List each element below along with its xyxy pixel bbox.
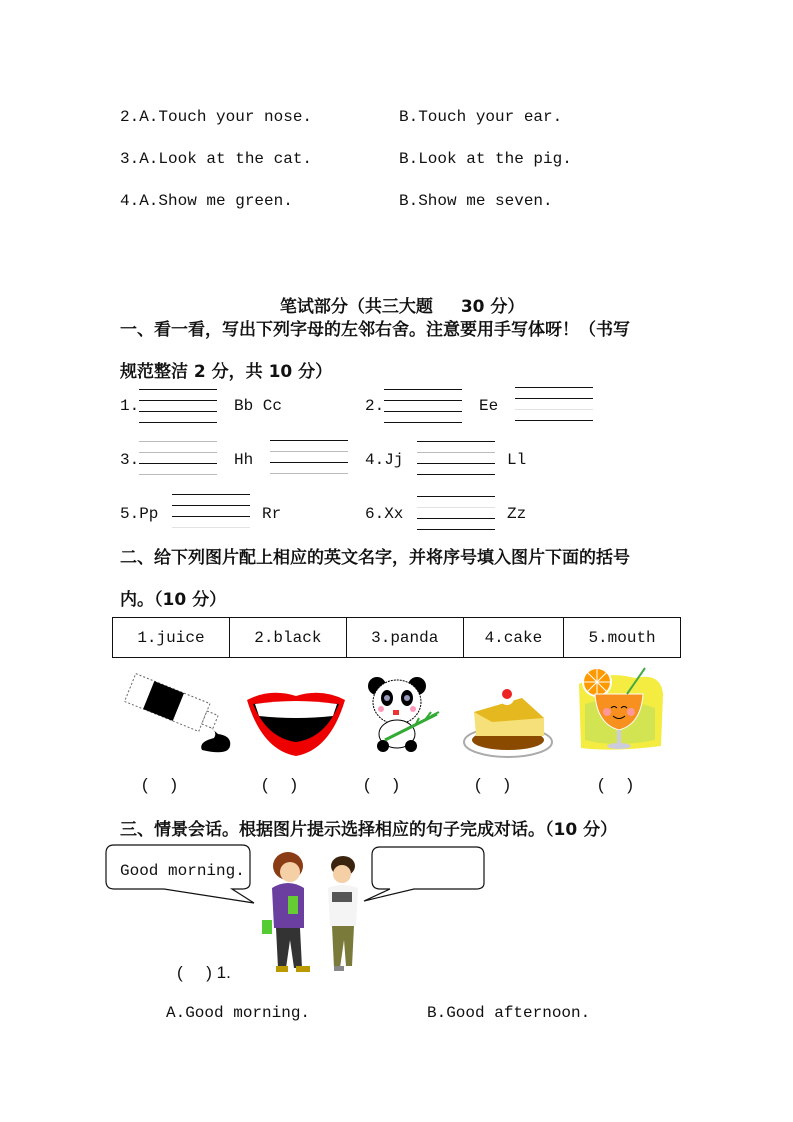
option-4b: B.Show me seven. [399, 192, 553, 210]
option-2b: B.Touch your ear. [399, 108, 563, 126]
writing-grid-1[interactable] [139, 389, 217, 423]
word-panda: 3.panda [346, 618, 463, 658]
section-title [268, 272, 524, 317]
writing-grid-2b[interactable] [515, 387, 593, 421]
item-4-num: 4.Jj [365, 451, 404, 469]
cake-icon [462, 684, 554, 760]
item-5-given2: Rr [262, 505, 282, 523]
writing-grid-3[interactable] [139, 441, 217, 475]
part3-instruction: 三、情景会话。根据图片提示选择相应的句子完成对话。（10 分） [120, 820, 618, 840]
bubble-left-text: Good morning. [120, 862, 245, 880]
writing-grid-6[interactable] [417, 496, 495, 530]
black-paint-tube-icon [118, 672, 233, 754]
word-mouth: 5.mouth [564, 618, 681, 658]
speech-bubble-right[interactable] [360, 845, 486, 905]
two-boys-icon [258, 848, 370, 976]
part1-instruction-line2: 规范整洁 2 分，共 10 分） [120, 362, 333, 382]
option-3b: B.Look at the pig. [399, 150, 572, 168]
option-a: A.Good morning. [166, 1004, 311, 1022]
writing-grid-4[interactable] [417, 441, 495, 475]
item-1-given: Bb Cc [234, 397, 283, 415]
part2-instruction-line1: 二、给下列图片配上相应的英文名字，并将序号填入图片下面的括号 [120, 548, 630, 568]
item-6-num: 6.Xx [365, 505, 404, 523]
item-6-given2: Zz [507, 505, 527, 523]
item-1-num: 1. [120, 397, 140, 415]
answer-blank-5[interactable]: ( ) [598, 775, 633, 794]
part2-instruction-line2: 内。（10 分） [120, 590, 227, 610]
answer-blank-4[interactable]: ( ) [475, 775, 510, 794]
writing-grid-2[interactable] [384, 389, 462, 423]
item-3-num: 3. [120, 451, 140, 469]
item-3-given: Hh [234, 451, 254, 469]
item-2-given: Ee [479, 397, 499, 415]
item-4-given2: Ll [507, 451, 527, 469]
section-score: 30 分） [460, 297, 525, 317]
answer-blank-1[interactable]: ( ) [142, 775, 177, 794]
word-cake: 4.cake [463, 618, 563, 658]
answer-blank-3[interactable]: ( ) [364, 775, 399, 794]
writing-grid-5[interactable] [172, 494, 250, 528]
red-mouth-icon [245, 690, 347, 760]
word-juice: 1.juice [113, 618, 230, 658]
juice-glass-icon [575, 664, 665, 754]
option-b: B.Good afternoon. [427, 1004, 591, 1022]
option-4a: 4.A.Show me green. [120, 192, 293, 210]
part1-instruction-line1: 一、看一看，写出下列字母的左邻右舍。注意要用手写体呀！（书写 [120, 320, 630, 340]
answer-blank-2[interactable]: ( ) [262, 775, 297, 794]
section-title-text: 笔试部分（共三大题 [279, 297, 433, 317]
question-1-blank[interactable]: ( ) 1. [177, 963, 231, 982]
item-5-num: 5.Pp [120, 505, 159, 523]
option-2a: 2.A.Touch your nose. [120, 108, 313, 126]
panda-icon [365, 674, 445, 752]
word-bank-table [112, 617, 681, 658]
word-black: 2.black [229, 618, 346, 658]
writing-grid-3b[interactable] [270, 440, 348, 474]
item-2-num: 2. [365, 397, 385, 415]
option-3a: 3.A.Look at the cat. [120, 150, 313, 168]
